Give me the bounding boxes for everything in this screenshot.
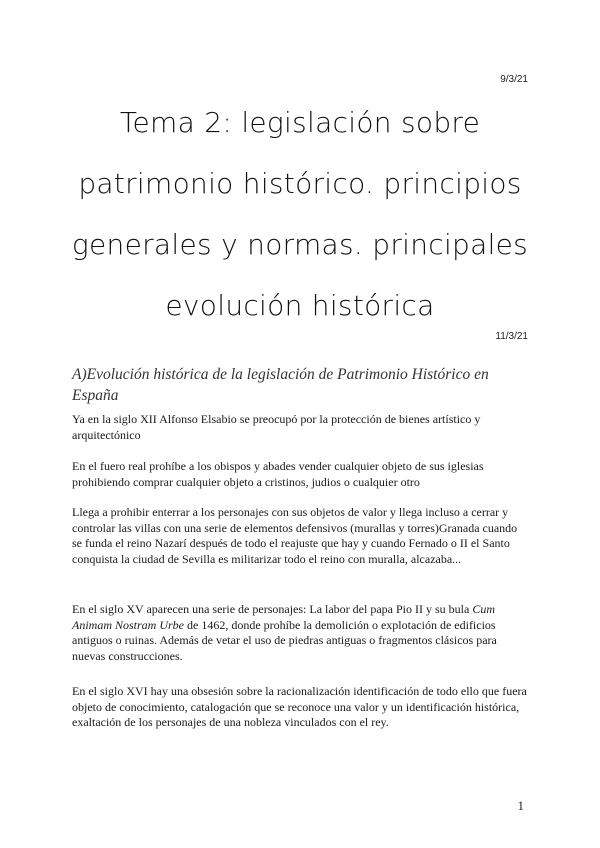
paragraph-text: En el siglo XV aparecen una serie de personajes: La labor del papa Pio II y su bula	[72, 602, 473, 616]
section-heading: A)Evolución histórica de la legislación de Patrimonio Histórico en España	[72, 366, 489, 404]
bull-title: Cum Animam Nostram Urbe	[72, 602, 495, 632]
paragraph: Llega a prohibir enterrar a los personajes con sus objetos de valor y llega incluso a cerrar y controlar las villas con una serie de elementos defensivos (murallas y torres)Granada cuando se funda el reino Nazarí después de todo el reajuste que hay y cuando Fernado o II el Santo conquista la ciudad de Sevilla es militarizar todo el reino con muralla, alcazaba...	[72, 505, 518, 566]
paragraph: En el siglo XVI hay una obsesión sobre la racionalización identificación de todo ello que fuera objeto de conocimiento, catalogación que se reconoce una valor y un identificación histórica, exaltación de los personajes de una nobleza vinculados con el rey.	[72, 684, 527, 729]
paragraph: En el fuero real prohíbe a los obispos y abades vender cualquier objeto de sus iglesias prohibiendo comprar cualquier objeto a cristinos, judios o cualquier otro	[72, 459, 484, 489]
date-label: 11/3/21	[495, 331, 528, 342]
paragraph-text: de 1462, donde prohíbe la demolición o explotación de edificios antiguos o ruinas. Además de vetar el uso de piedras antiguas o fragmentos clásicos para nuevas construcciones.	[72, 617, 497, 663]
date-label: 9/3/21	[500, 74, 528, 85]
page-title: Tema 2: legislación sobre patrimonio histórico. principios generales y normas. principales evolución histórica	[71, 106, 529, 322]
page-number: 1	[517, 798, 524, 813]
paragraph: Ya en la siglo XII Alfonso Elsabio se preocupó por la protección de bienes artístico y arquitectónico	[72, 412, 481, 442]
paragraph	[72, 602, 530, 664]
